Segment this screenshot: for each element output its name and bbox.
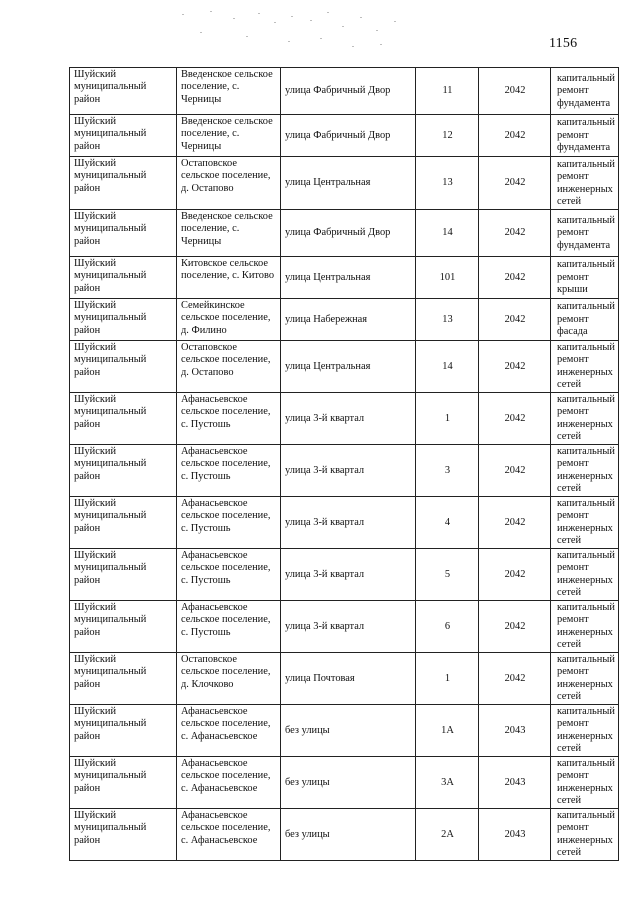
settlement-cell: Семейкинское сельское поселение, д. Филино bbox=[177, 299, 281, 341]
settlement-cell: Афанасьевское сельское поселение, с. Пустошь bbox=[177, 600, 281, 652]
work-type-cell: капитальный ремонт инженерных сетей bbox=[551, 496, 619, 548]
year-cell: 2042 bbox=[479, 548, 551, 600]
street-cell: улица Центральная bbox=[281, 157, 416, 210]
work-type-cell: капитальный ремонт инженерных сетей bbox=[551, 392, 619, 444]
house-number-cell: 5 bbox=[416, 548, 479, 600]
house-number-cell: 13 bbox=[416, 157, 479, 210]
work-type-cell: капитальный ремонт инженерных сетей bbox=[551, 341, 619, 393]
work-type-cell: капитальный ремонт инженерных сетей bbox=[551, 444, 619, 496]
street-cell: улица 3-й квартал bbox=[281, 496, 416, 548]
house-number-cell: 14 bbox=[416, 210, 479, 257]
settlement-cell: Афанасьевское сельское поселение, с. Пустошь bbox=[177, 548, 281, 600]
house-number-cell: 11 bbox=[416, 68, 479, 115]
district-cell: Шуйский муниципальный район bbox=[70, 756, 177, 808]
house-number-cell: 12 bbox=[416, 115, 479, 157]
district-cell: Шуйский муниципальный район bbox=[70, 299, 177, 341]
district-cell: Шуйский муниципальный район bbox=[70, 652, 177, 704]
year-cell: 2042 bbox=[479, 341, 551, 393]
district-cell: Шуйский муниципальный район bbox=[70, 257, 177, 299]
settlement-cell: Введенское сельское поселение, с. Черницы bbox=[177, 68, 281, 115]
settlement-cell: Введенское сельское поселение, с. Черницы bbox=[177, 115, 281, 157]
table-row bbox=[70, 652, 619, 704]
table-body bbox=[70, 68, 619, 861]
year-cell: 2042 bbox=[479, 299, 551, 341]
street-cell: улица Фабричный Двор bbox=[281, 68, 416, 115]
work-type-cell: капитальный ремонт фундамента bbox=[551, 68, 619, 115]
year-cell: 2042 bbox=[479, 496, 551, 548]
settlement-cell: Введенское сельское поселение, с. Черницы bbox=[177, 210, 281, 257]
house-number-cell: 1 bbox=[416, 392, 479, 444]
settlement-cell: Афанасьевское сельское поселение, с. Пустошь bbox=[177, 392, 281, 444]
table-row bbox=[70, 444, 619, 496]
table-row bbox=[70, 341, 619, 393]
housing-repair-table bbox=[69, 67, 619, 861]
table-row bbox=[70, 68, 619, 115]
table-row bbox=[70, 808, 619, 860]
house-number-cell: 13 bbox=[416, 299, 479, 341]
work-type-cell: капитальный ремонт инженерных сетей bbox=[551, 756, 619, 808]
district-cell: Шуйский муниципальный район bbox=[70, 210, 177, 257]
district-cell: Шуйский муниципальный район bbox=[70, 157, 177, 210]
district-cell: Шуйский муниципальный район bbox=[70, 444, 177, 496]
street-cell: улица 3-й квартал bbox=[281, 600, 416, 652]
house-number-cell: 2А bbox=[416, 808, 479, 860]
house-number-cell: 3А bbox=[416, 756, 479, 808]
district-cell: Шуйский муниципальный район bbox=[70, 600, 177, 652]
table-row bbox=[70, 756, 619, 808]
work-type-cell: капитальный ремонт фасада bbox=[551, 299, 619, 341]
street-cell: улица Центральная bbox=[281, 257, 416, 299]
table-row bbox=[70, 115, 619, 157]
settlement-cell: Остаповское сельское поселение, д. Клочково bbox=[177, 652, 281, 704]
table-row bbox=[70, 548, 619, 600]
house-number-cell: 14 bbox=[416, 341, 479, 393]
work-type-cell: капитальный ремонт инженерных сетей bbox=[551, 548, 619, 600]
house-number-cell: 3 bbox=[416, 444, 479, 496]
settlement-cell: Остаповское сельское поселение, д. Остапово bbox=[177, 341, 281, 393]
settlement-cell: Китовское сельское поселение, с. Китово bbox=[177, 257, 281, 299]
street-cell: без улицы bbox=[281, 808, 416, 860]
street-cell: без улицы bbox=[281, 756, 416, 808]
house-number-cell: 4 bbox=[416, 496, 479, 548]
table-row bbox=[70, 600, 619, 652]
street-cell: улица Центральная bbox=[281, 341, 416, 393]
work-type-cell: капитальный ремонт крыши bbox=[551, 257, 619, 299]
work-type-cell: капитальный ремонт фундамента bbox=[551, 115, 619, 157]
settlement-cell: Афанасьевское сельское поселение, с. Афанасьевское bbox=[177, 756, 281, 808]
work-type-cell: капитальный ремонт фундамента bbox=[551, 210, 619, 257]
table-row bbox=[70, 704, 619, 756]
settlement-cell: Остаповское сельское поселение, д. Остапово bbox=[177, 157, 281, 210]
work-type-cell: капитальный ремонт инженерных сетей bbox=[551, 808, 619, 860]
work-type-cell: капитальный ремонт инженерных сетей bbox=[551, 600, 619, 652]
work-type-cell: капитальный ремонт инженерных сетей bbox=[551, 157, 619, 210]
year-cell: 2042 bbox=[479, 652, 551, 704]
street-cell: улица Набережная bbox=[281, 299, 416, 341]
street-cell: улица 3-й квартал bbox=[281, 444, 416, 496]
year-cell: 2043 bbox=[479, 808, 551, 860]
district-cell: Шуйский муниципальный район bbox=[70, 808, 177, 860]
year-cell: 2042 bbox=[479, 68, 551, 115]
year-cell: 2043 bbox=[479, 756, 551, 808]
year-cell: 2042 bbox=[479, 210, 551, 257]
street-cell: без улицы bbox=[281, 704, 416, 756]
table-row bbox=[70, 257, 619, 299]
district-cell: Шуйский муниципальный район bbox=[70, 496, 177, 548]
district-cell: Шуйский муниципальный район bbox=[70, 548, 177, 600]
district-cell: Шуйский муниципальный район bbox=[70, 115, 177, 157]
year-cell: 2042 bbox=[479, 157, 551, 210]
table-row bbox=[70, 496, 619, 548]
year-cell: 2042 bbox=[479, 115, 551, 157]
year-cell: 2043 bbox=[479, 704, 551, 756]
settlement-cell: Афанасьевское сельское поселение, с. Пустошь bbox=[177, 496, 281, 548]
house-number-cell: 6 bbox=[416, 600, 479, 652]
year-cell: 2042 bbox=[479, 600, 551, 652]
table-row bbox=[70, 392, 619, 444]
house-number-cell: 1А bbox=[416, 704, 479, 756]
district-cell: Шуйский муниципальный район bbox=[70, 341, 177, 393]
year-cell: 2042 bbox=[479, 257, 551, 299]
house-number-cell: 1 bbox=[416, 652, 479, 704]
work-type-cell: капитальный ремонт инженерных сетей bbox=[551, 704, 619, 756]
work-type-cell: капитальный ремонт инженерных сетей bbox=[551, 652, 619, 704]
street-cell: улица 3-й квартал bbox=[281, 392, 416, 444]
street-cell: улица 3-й квартал bbox=[281, 548, 416, 600]
scan-noise bbox=[170, 8, 410, 56]
table-row bbox=[70, 157, 619, 210]
page-number: 1156 bbox=[549, 36, 578, 51]
settlement-cell: Афанасьевское сельское поселение, с. Пустошь bbox=[177, 444, 281, 496]
year-cell: 2042 bbox=[479, 444, 551, 496]
district-cell: Шуйский муниципальный район bbox=[70, 68, 177, 115]
district-cell: Шуйский муниципальный район bbox=[70, 392, 177, 444]
street-cell: улица Фабричный Двор bbox=[281, 115, 416, 157]
settlement-cell: Афанасьевское сельское поселение, с. Афанасьевское bbox=[177, 704, 281, 756]
table-row bbox=[70, 210, 619, 257]
district-cell: Шуйский муниципальный район bbox=[70, 704, 177, 756]
table-row bbox=[70, 299, 619, 341]
street-cell: улица Почтовая bbox=[281, 652, 416, 704]
settlement-cell: Афанасьевское сельское поселение, с. Афанасьевское bbox=[177, 808, 281, 860]
house-number-cell: 101 bbox=[416, 257, 479, 299]
street-cell: улица Фабричный Двор bbox=[281, 210, 416, 257]
year-cell: 2042 bbox=[479, 392, 551, 444]
